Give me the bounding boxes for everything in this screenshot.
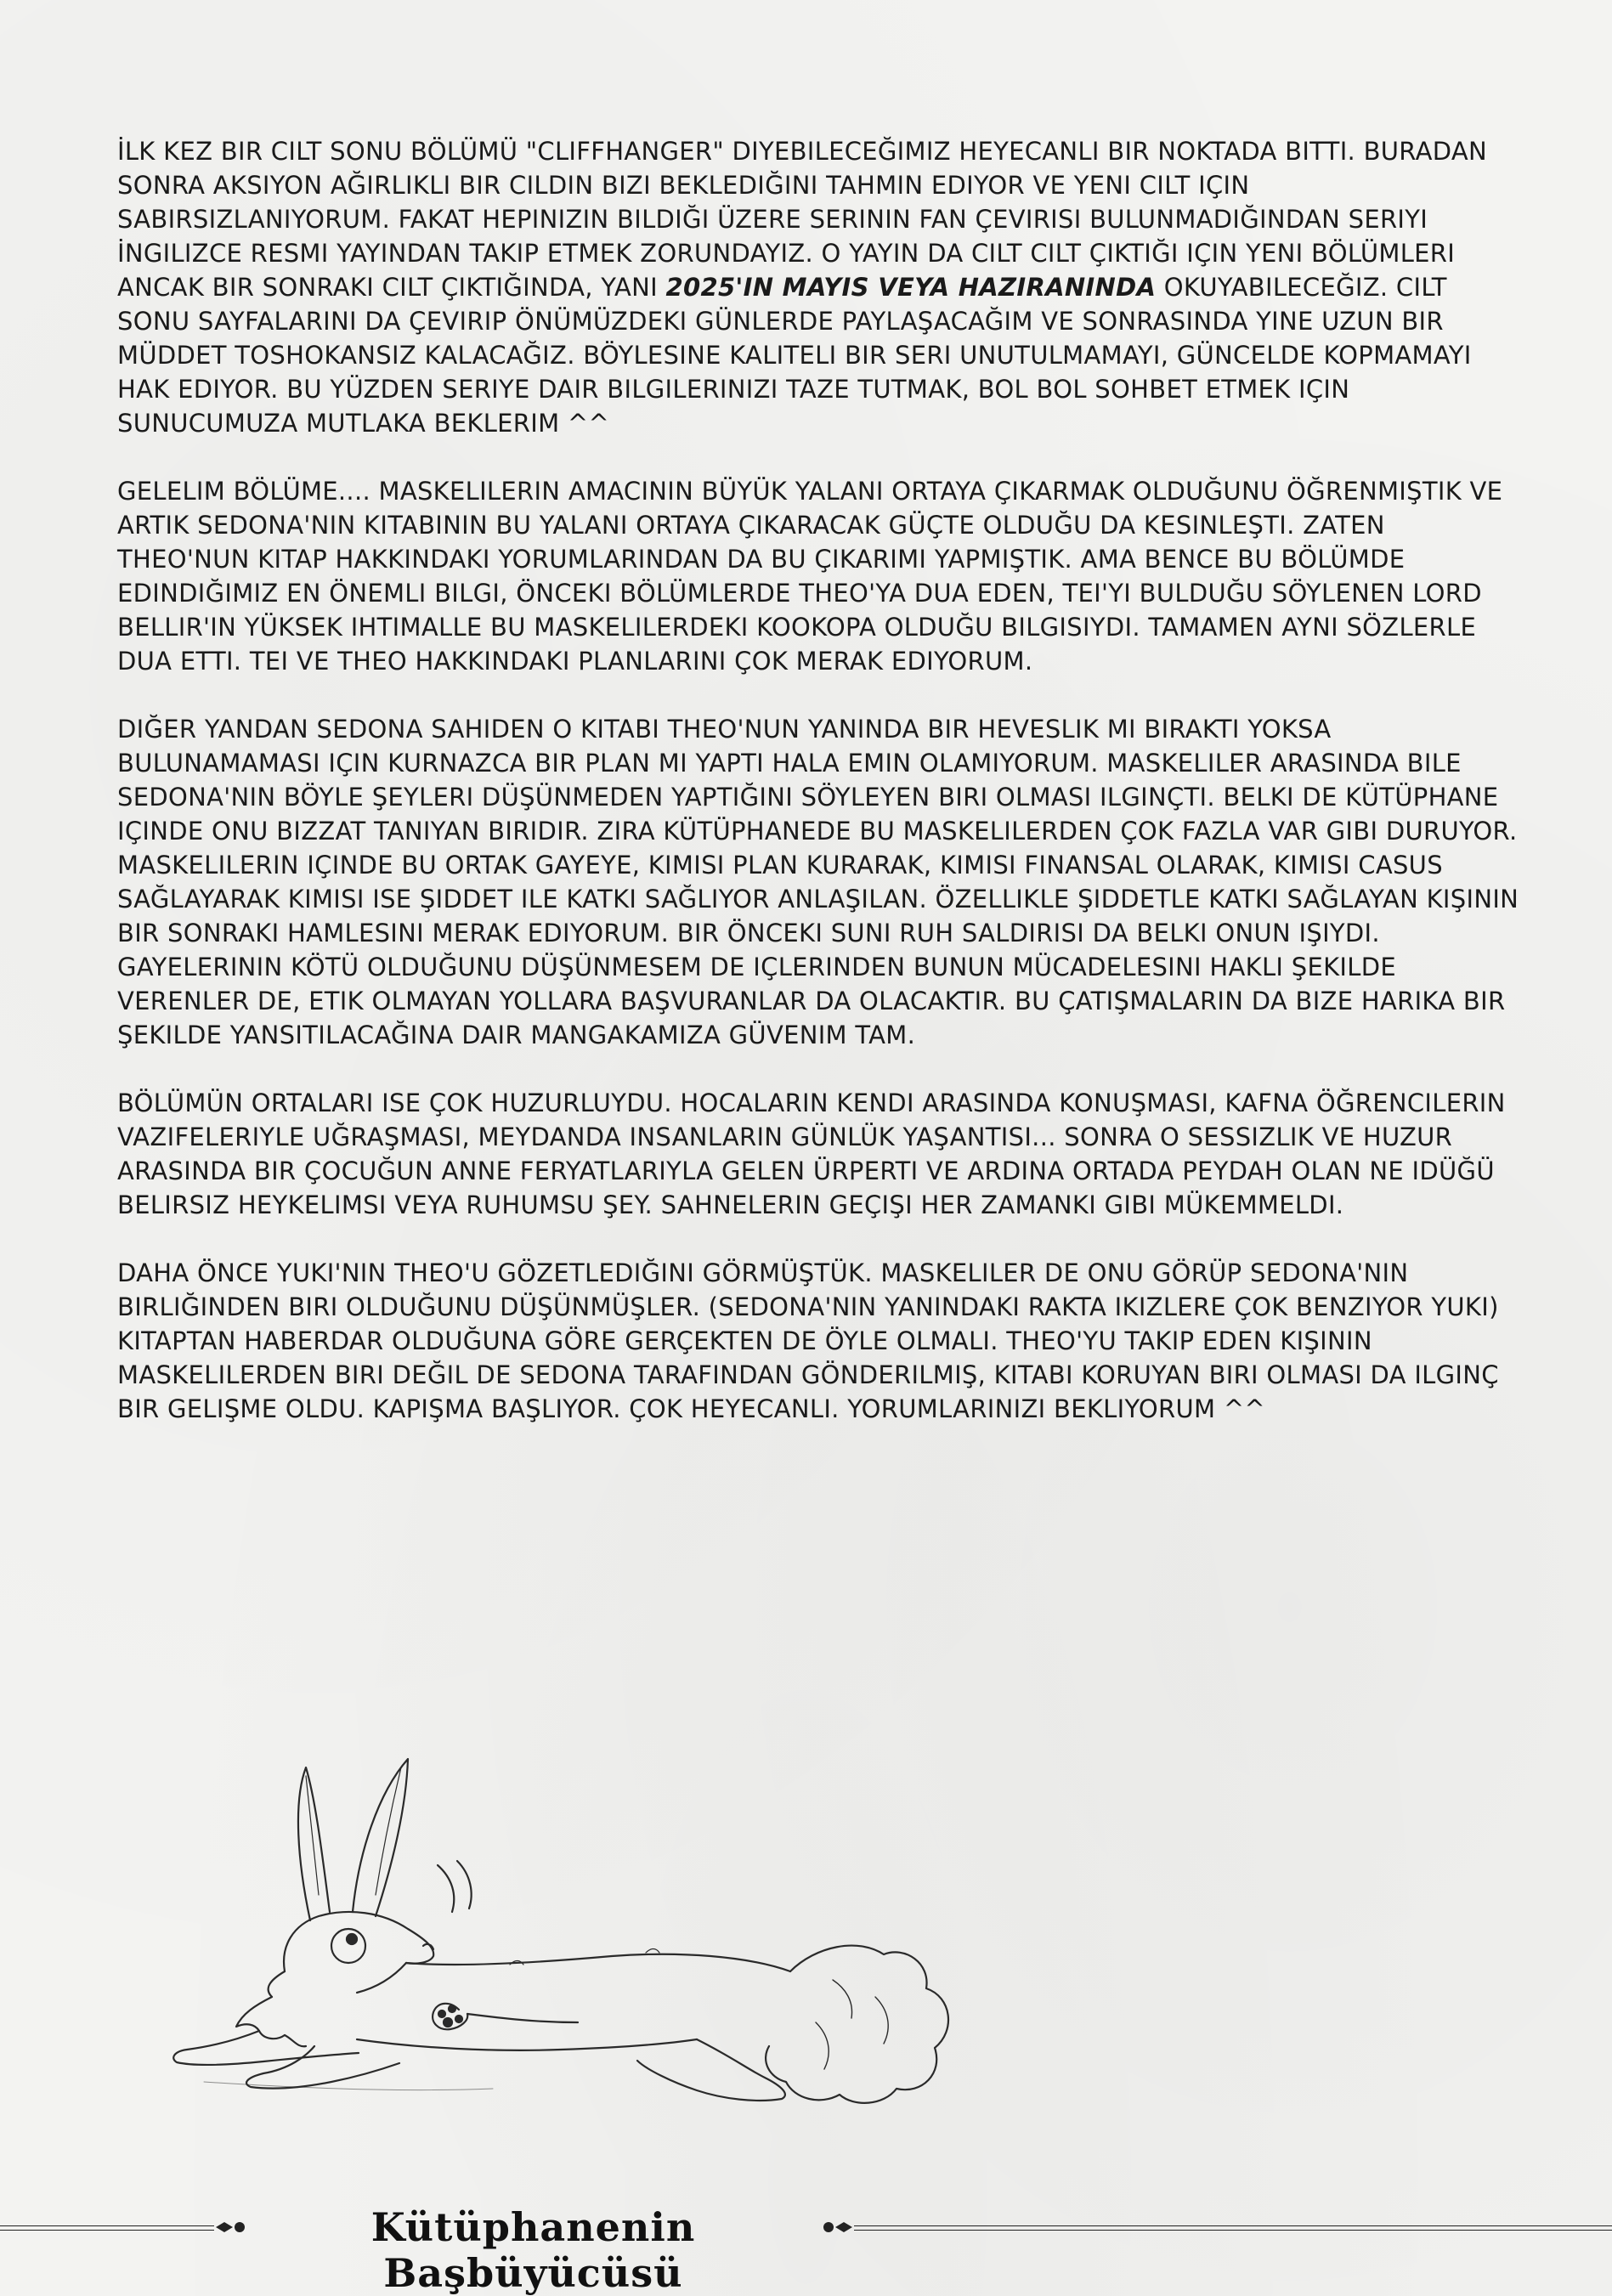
ornament-right-icon <box>820 2214 854 2240</box>
footer-rule-left <box>0 2225 214 2231</box>
paragraph-1-text: İLK KEZ BIR CILT SONU BÖLÜMÜ "CLIFFHANGER" DIYEBILECEĞIMIZ HEYECANLI BIR NOKTADA BITTI. BURADAN SONRA AKSIYON AĞIRLIKLI BIR CILDIN BIZI BEKLEDIĞINI TAHMIN EDIYOR VE YENI CILT IÇIN SABIRSIZLANIYORUM. FAKAT HEPINIZIN BILDIĞI ÜZERE SERININ FAN ÇEVIRISI BULUNMADIĞINDAN SERIYI İNGILIZCE RESMI YAYINDAN TAKIP ETMEK ZORUNDAYIZ. O YAYIN DA CILT CILT ÇIKTIĞI IÇIN YENI BÖLÜMLERI ANCAK BIR SONRAKI CILT ÇIKTIĞINDA, YANI <box>117 137 1487 302</box>
ornament-left-icon <box>214 2214 248 2240</box>
text-body <box>117 134 1519 1460</box>
paragraph-1-text-after: OKUYABILECEĞIZ. CILT SONU SAYFALARINI DA ÇEVIRIP ÖNÜMÜZDEKI GÜNLERDE PAYLAŞACAĞIM VE SONRASINDA YINE UZUN BIR MÜDDET TOSHOKANSIZ KALACAĞIZ. BÖYLESINE KALITELI BIR SERI UNUTULMAMAYI, GÜNCELDE KOPMAMAYI HAK EDIYOR. BU YÜZDEN SERIYE DAIR BILGILERINIZI TAZE TUTMAK, BOL BOL SOHBET ETMEK IÇIN SUNUCUMUZA MUTLAKA BEKLERIM ^^ <box>117 273 1472 438</box>
footer-rule-right <box>854 2225 1612 2231</box>
paragraph-1-emphasis: 2025'IN MAYIS VEYA HAZIRANINDA <box>665 273 1157 302</box>
footer <box>0 2197 1612 2296</box>
footer-title: Kütüphanenin Başbüyücüsü <box>370 2204 696 2296</box>
paragraph-5: DAHA ÖNCE YUKI'NIN THEO'U GÖZETLEDIĞINI GÖRMÜŞTÜK. MASKELILER DE ONU GÖRÜP SEDONA'NIN BIRLIĞINDEN BIRI OLDUĞUNU DÜŞÜNMÜŞLER. (SEDONA'NIN YANINDAKI RAKTA IKIZLERE ÇOK BENZIYOR YUKI) KITAPTAN HABERDAR OLDUĞUNA GÖRE GERÇEKTEN DE ÖYLE OLMALI. THEO'YU TAKIP EDEN KIŞININ MASKELILERDEN BIRI DEĞIL DE SEDONA TARAFINDAN GÖNDERILMIŞ, KITABI KORUYAN BIRI OLMASI DA ILGINÇ BIR GELIŞME OLDU. KAPIŞMA BAŞLIYOR. ÇOK HEYECANLI. YORUMLARINIZI BEKLIYORUM ^^ <box>117 1258 1499 1423</box>
rabbit-illustration-icon <box>136 1640 1020 2116</box>
paragraph-3: DIĞER YANDAN SEDONA SAHIDEN O KITABI THEO'NUN YANINDA BIR HEVESLIK MI BIRAKTI YOKSA BULUNAMAMASI IÇIN KURNAZCA BIR PLAN MI YAPTI HALA EMIN OLAMIYORUM. MASKELILER ARASINDA BILE SEDONA'NIN BÖYLE ŞEYLERI DÜŞÜNMEDEN YAPTIĞINI SÖYLEYEN BIRI OLMASI ILGINÇTI. BELKI DE KÜTÜPHANE IÇINDE ONU BIZZAT TANIYAN BIRIDIR. ZIRA KÜTÜPHANEDE BU MASKELILERDEN ÇOK FAZLA VAR GIBI DURUYOR. MASKELILERIN IÇINDE BU ORTAK GAYEYE, KIMISI PLAN KURARAK, KIMISI FINANSAL OLARAK, KIMISI CASUS SAĞLAYARAK KIMISI ISE ŞIDDET ILE KATKI SAĞLIYOR ANLAŞILAN. ÖZELLIKLE ŞIDDETLE KATKI SAĞLAYAN KIŞININ BIR SONRAKI HAMLESINI MERAK EDIYORUM. BIR ÖNCEKI SUNI RUH SALDIRISI DA BELKI ONUN IŞIYDI. GAYELERININ KÖTÜ OLDUĞUNU DÜŞÜNMESEM DE IÇLERINDEN BUNUN MÜCADELESINI HAKLI ŞEKILDE VERENLER DE, ETIK OLMAYAN YOLLARA BAŞVURANLAR DA OLACAKTIR. BU ÇATIŞMALARIN DA BIZE HARIKA BIR ŞEKILDE YANSITILACAĞINA DAIR MANGAKAMIZA GÜVENIM TAM. <box>117 715 1519 1049</box>
paragraph-2: GELELIM BÖLÜME.... MASKELILERIN AMACININ BÜYÜK YALANI ORTAYA ÇIKARMAK OLDUĞUNU ÖĞRENMIŞTIK VE ARTIK SEDONA'NIN KITABININ BU YALANI ORTAYA ÇIKARACAK GÜÇTE OLDUĞU DA KESINLEŞTI. ZATEN THEO'NUN KITAP HAKKINDAKI YORUMLARINDAN DA BU ÇIKARIMI YAPMIŞTIK. AMA BENCE BU BÖLÜMDE EDINDIĞIMIZ EN ÖNEMLI BILGI, ÖNCEKI BÖLÜMLERDE THEO'YA DUA EDEN, TEI'YI BULDUĞU SÖYLENEN LORD BELLIR'IN YÜKSEK IHTIMALLE BU MASKELILERDEKI KOOKOPA OLDUĞU BILGISIYDI. TAMAMEN AYNI SÖZLERLE DUA ETTI. TEI VE THEO HAKKINDAKI PLANLARINI ÇOK MERAK EDIYORUM. <box>117 477 1503 676</box>
paragraph-1 <box>117 134 1519 440</box>
paragraph-4: BÖLÜMÜN ORTALARI ISE ÇOK HUZURLUYDU. HOCALARIN KENDI ARASINDA KONUŞMASI, KAFNA ÖĞRENCILERIN VAZIFELERIYLE UĞRAŞMASI, MEYDANDA INSANLARIN GÜNLÜK YAŞANTISI... SONRA O SESSIZLIK VE HUZUR ARASINDA BIR ÇOCUĞUN ANNE FERYATLARIYLA GELEN ÜRPERTI VE ARDINA ORTADA PEYDAH OLAN NE IDÜĞÜ BELIRSIZ HEYKELIMSI VEYA RUHUMSU ŞEY. SAHNELERIN GEÇIŞI HER ZAMANKI GIBI MÜKEMMELDI. <box>117 1089 1506 1219</box>
